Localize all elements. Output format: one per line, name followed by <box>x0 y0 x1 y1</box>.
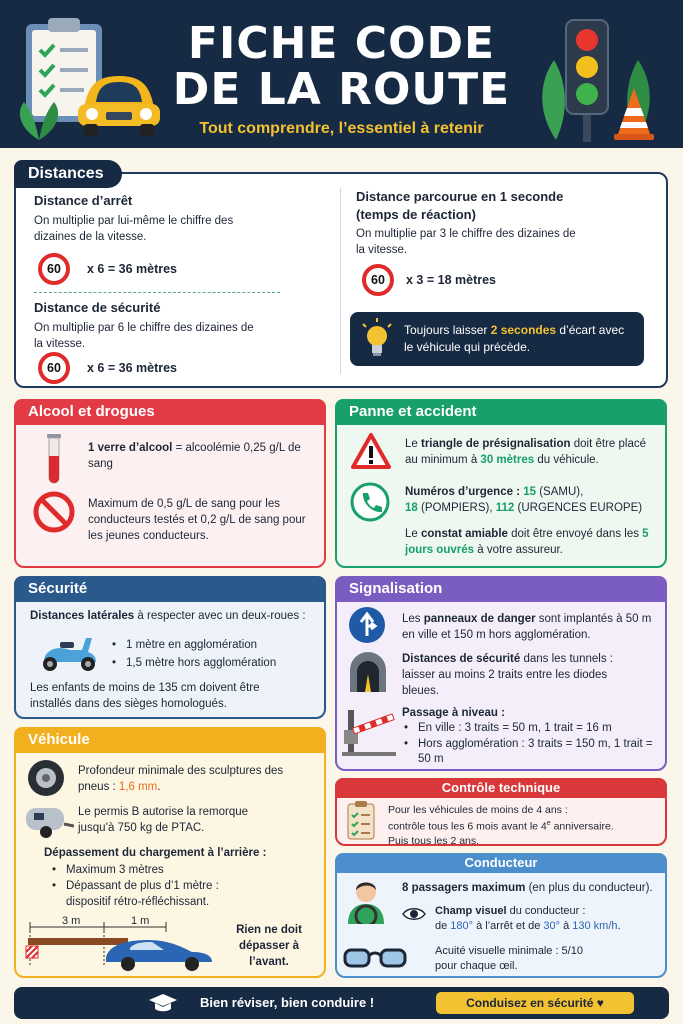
sig-s2-c: dans les tunnels : laisser au moins 2 traits entre les diodes bleues. <box>402 653 613 697</box>
cond-c2-i: 130 km/h <box>572 920 618 932</box>
conducteur-tag: Conducteur <box>335 853 667 873</box>
controle-text <box>388 803 660 848</box>
cond-c2-j: . <box>617 920 621 932</box>
alcool-line1 <box>88 440 310 472</box>
veh-v1-c: . <box>157 781 161 793</box>
securite-lateral <box>30 608 320 624</box>
arret-title: Distance d’arrêt <box>34 193 133 208</box>
tire-icon <box>26 758 66 798</box>
trailer-icon <box>24 804 74 840</box>
cond-c2-g: 30° <box>543 920 561 932</box>
list-item: • 1,5 mètre hors agglomération <box>112 654 312 672</box>
panne-line1 <box>405 436 657 468</box>
panne-p1-c: doit être placé au minimum à <box>405 438 646 466</box>
cond-c3-row1 <box>435 944 655 959</box>
vehicule-line2: Le permis B autorise la remorque jusqu’à 750 kg de PTAC. <box>78 806 249 834</box>
checklist-icon <box>346 801 376 841</box>
scooter-icon <box>36 630 100 672</box>
conducteur-line2 <box>435 904 665 934</box>
driver-icon <box>340 874 392 924</box>
signalisation-line1 <box>402 611 658 643</box>
panne-p2-t2: (POMPIERS), <box>417 502 496 514</box>
conducteur-line3 <box>435 944 655 974</box>
signalisation-line2 <box>402 651 622 699</box>
cond-c2-b: Champ visuel <box>435 905 507 917</box>
panne-p1-d: 30 mètres <box>480 454 535 466</box>
securite-lat-b: Distances latérales <box>30 610 135 622</box>
panne-line2 <box>405 484 663 516</box>
controle-text-d: Puis tous les 2 ans. <box>388 834 480 847</box>
panne-p2-t3: (URGENCES EUROPE) <box>514 502 643 514</box>
veh-v1-a: Profondeur minimale des sculptures des pneus : <box>78 765 284 793</box>
list-item: • Hors agglomération : 3 traits = 150 m, 1 trait = 50 m <box>404 737 660 768</box>
footer-badge <box>436 992 634 1014</box>
panne-tag: Panne et accident <box>335 399 667 425</box>
list-item: • Dépassant de plus d’1 mètre : dispositif rétro-réfléchissant. <box>52 878 262 910</box>
cond-c2-row2 <box>435 919 665 934</box>
sig-s2-b: Distances de sécurité <box>402 653 521 665</box>
securite-enfants: Les enfants de moins de 135 cm doivent être installés dans des sièges homologués. <box>30 682 260 710</box>
vehicule-list <box>52 862 282 910</box>
traffic-light-icon <box>562 18 612 142</box>
cond-c3-b: Acuité visuelle minimale <box>435 945 553 957</box>
vertical-divider <box>340 188 341 374</box>
level-crossing-icon <box>342 706 396 758</box>
panne-p3-c: doit être envoyé dans les <box>507 528 643 540</box>
controle-text-c: anniversaire. <box>550 820 614 833</box>
cond-c2-h: à <box>560 920 573 932</box>
signalisation-tag: Signalisation <box>335 576 667 602</box>
speed-sign-icon: 60 <box>38 253 70 285</box>
panne-p3-d: 5 jours ouvrés <box>405 528 649 556</box>
eye-icon <box>402 906 426 922</box>
panne-p1-a: Le <box>405 438 421 450</box>
lightbulb-icon <box>360 318 394 360</box>
securite-list <box>112 636 312 672</box>
panne-p1-b: triangle de présignalisation <box>421 438 571 450</box>
vehicule-line3-title: Dépassement du chargement à l’arrière : <box>44 847 267 859</box>
cond-c2-e: 180° <box>450 920 474 932</box>
cond-c2-f: à l’arrêt et de <box>473 920 544 932</box>
securite-tag: Sécurité <box>14 576 326 602</box>
list-item: • 1 mètre en agglomération <box>112 636 312 654</box>
vehicule-line1 <box>78 763 288 795</box>
cond-c2-c: du conducteur : <box>506 905 586 917</box>
sig-s1-b: panneaux de danger <box>423 613 536 625</box>
controle-text-sup: e <box>546 820 551 827</box>
tip-highlight: 2 secondes <box>490 323 557 337</box>
reaction-formula: x 3 = 18 mètres <box>406 273 496 287</box>
header <box>0 0 683 148</box>
sig-s1-a: Les <box>402 613 424 625</box>
securite-lat-t: à respecter avec un deux-roues : <box>134 610 306 622</box>
panne-p3-e: à votre assureur. <box>474 544 563 556</box>
controle-tag: Contrôle technique <box>335 778 667 798</box>
panne-line3 <box>405 526 657 558</box>
page-subtitle: Tout comprendre, l’essentiel à retenir <box>199 120 484 137</box>
panne-p3-b: constat amiable <box>421 528 508 540</box>
panne-p2-n1: 15 <box>523 486 537 498</box>
speed-sign-icon: 60 <box>362 264 394 296</box>
warning-triangle-icon <box>350 432 392 470</box>
panne-p2-b: Numéros d’urgence : <box>405 486 521 498</box>
glasses-icon <box>342 946 408 970</box>
cond-c2-row1 <box>435 904 665 919</box>
panne-p3-a: Le <box>405 528 421 540</box>
page-title-line2: DE LA ROUTE <box>172 64 511 115</box>
list-item: • En ville : 3 traits = 50 m, 1 trait = 16 m <box>404 721 660 737</box>
vehicule-avant: Rien ne doit dépasser à l’avant. <box>236 924 302 968</box>
dim-3m: 3 m <box>62 915 81 927</box>
alcool-line2: Maximum de 0,5 g/L de sang pour les conducteurs testés et 0,2 g/L de sang pour les jeunes conducteurs. <box>88 498 306 542</box>
reaction-title: Distance parcourue en 1 seconde (temps de réaction) <box>356 189 564 222</box>
heart-icon: ♥ <box>596 996 604 1010</box>
overhang-diagram <box>24 912 220 974</box>
distances-tag: Distances <box>14 160 122 188</box>
footer-left-text: Bien réviser, bien conduire ! <box>200 995 375 1010</box>
speed-sign-icon: 60 <box>38 352 70 384</box>
securite-formula: x 6 = 36 mètres <box>87 361 177 375</box>
cone-icon <box>612 86 656 142</box>
tunnel-icon <box>348 652 388 692</box>
cond-c1-b: 8 passagers maximum <box>402 882 526 894</box>
cond-c1-c: (en plus du conducteur). <box>525 882 653 894</box>
tip-text-a: Toujours laisser <box>404 323 491 337</box>
arret-text: On multiplie par lui-même le chiffre des dizaines de la vitesse. <box>34 215 234 243</box>
footer-badge-label: Conduisez en sécurité <box>466 996 594 1010</box>
forbidden-icon <box>32 490 76 534</box>
alcool-line1-text: = alcoolémie 0,25 g/L de sang <box>88 442 301 470</box>
reaction-text: On multiplie par 3 le chiffre des dizaines de la vitesse. <box>356 228 576 256</box>
controle-text-b1: contrôle tous les 6 mois avant le 4 <box>388 820 547 833</box>
signalisation-line3-title: Passage à niveau : <box>402 707 505 719</box>
tip-text <box>404 322 634 356</box>
alcool-line1-bold: 1 verre d’alcool <box>88 442 173 454</box>
vehicule-tag: Véhicule <box>14 727 326 753</box>
dim-1m: 1 m <box>131 915 150 927</box>
panne-p2-t1: (SAMU), <box>536 486 584 498</box>
controle-text-a: Pour les véhicules de moins de 4 ans : <box>388 804 568 816</box>
alcool-tag: Alcool et drogues <box>14 399 326 425</box>
arret-formula: x 6 = 36 mètres <box>87 262 177 276</box>
cond-c3-row2: pour chaque œil. <box>435 960 518 972</box>
list-item: • Maximum 3 mètres <box>52 862 282 878</box>
phone-icon <box>350 482 390 522</box>
dashed-divider <box>34 292 280 293</box>
securite-text: On multiplie par 6 le chiffre des dizaines de la vitesse. <box>34 322 254 350</box>
direction-sign-icon <box>348 606 386 644</box>
securite-title: Distance de sécurité <box>34 300 161 315</box>
tip-text-c: d’écart avec le véhicule qui précède. <box>404 323 625 354</box>
sig-s1-c: sont implantés à 50 m en ville et 150 m hors agglomération. <box>402 613 652 641</box>
veh-v1-b: 1,6 mm <box>118 781 158 793</box>
panne-p2-n3: 112 <box>495 502 515 514</box>
controle-text-b <box>388 817 660 834</box>
cond-c3-c: : 5/10 <box>552 945 583 957</box>
panne-p2-n2: 18 <box>405 502 418 514</box>
page-title-line1: FICHE CODE <box>187 18 496 69</box>
panne-p1-e: du véhicule. <box>534 454 599 466</box>
graduation-cap-icon <box>148 993 178 1013</box>
signalisation-list <box>404 721 660 768</box>
cond-c2-d: de <box>435 920 451 932</box>
test-tube-icon <box>44 434 64 486</box>
conducteur-line1 <box>402 880 664 896</box>
